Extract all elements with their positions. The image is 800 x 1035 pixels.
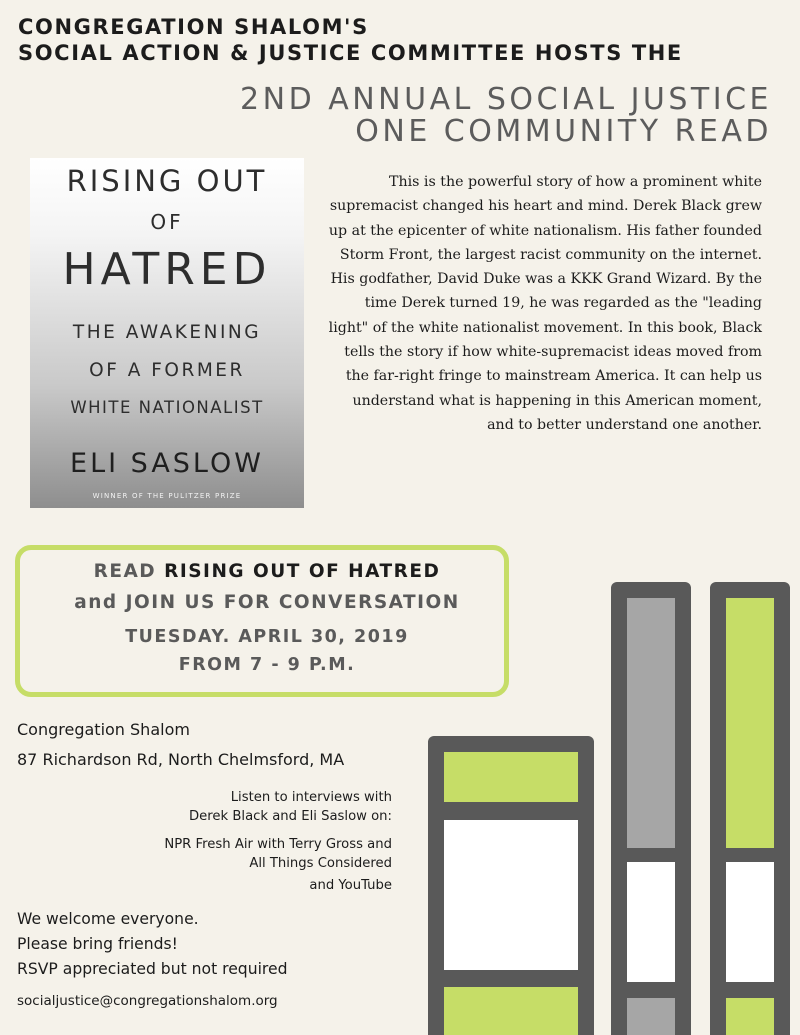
book-spine-middle-band-bottom	[627, 998, 675, 1035]
book-description: This is the powerful story of how a prominent white supremacist changed his heart and mind. Derek Black grew up at the epicenter of white nationalism. His father founded Storm Front, the largest racist community on the internet. His godfather, David Duke was a KKK Grand Wizard. By the time Derek turned 19, he was regarded as the "leading light" of the white nationalist movement. In this book, Black tells the story if how white-supremacist ideas moved from the far-right fringe to mainstream America. It can help us understand what is happening in this American moment, and to better understand one another.	[328, 174, 762, 433]
event-time: FROM 7 - 9 P.M.	[178, 655, 356, 675]
listen-line-2: Derek Black and Eli Saslow on:	[189, 809, 392, 824]
book-spine-middle-label	[627, 862, 675, 982]
welcome-line-3: RSVP appreciated but not required	[17, 960, 288, 978]
cover-subtitle-3: WHITE NATIONALIST	[70, 398, 264, 417]
cover-subtitle-1: THE AWAKENING	[72, 322, 262, 343]
welcome-line-1: We welcome everyone.	[17, 910, 199, 928]
header-line-2: SOCIAL ACTION & JUSTICE COMMITTEE HOSTS THE	[18, 41, 683, 65]
header-line-1: CONGREGATION SHALOM'S	[18, 15, 369, 39]
book-spine-right-band-top	[726, 598, 774, 848]
venue-address: 87 Richardson Rd, North Chelmsford, MA	[17, 750, 345, 769]
cover-title-1: RISING OUT	[66, 164, 268, 198]
cover-author: ELI SASLOW	[70, 448, 264, 479]
listen-line-3: NPR Fresh Air with Terry Gross and	[164, 837, 392, 852]
listen-line-5: and YouTube	[309, 878, 392, 893]
book-spine-left-band-top	[444, 752, 578, 802]
listen-line-1: Listen to interviews with	[230, 790, 392, 805]
cover-title-3: HATRED	[62, 244, 272, 295]
cover-subtitle-2: OF A FORMER	[89, 360, 245, 381]
cover-title-2: OF	[150, 210, 184, 234]
welcome-line-2: Please bring friends!	[17, 935, 178, 953]
book-spine-right-band-bottom	[726, 998, 774, 1035]
book-spine-left-label	[444, 820, 578, 970]
event-join-line: and JOIN US FOR CONVERSATION	[74, 592, 460, 613]
title-line-1: 2ND ANNUAL SOCIAL JUSTICE	[240, 82, 772, 117]
title-line-2: ONE COMMUNITY READ	[355, 114, 772, 149]
listen-line-4: All Things Considered	[249, 856, 392, 871]
cover-award: WINNER OF THE PULITZER PRIZE	[92, 492, 242, 500]
book-spine-right-label	[726, 862, 774, 982]
contact-email: socialjustice@congregationshalom.org	[17, 993, 278, 1009]
event-book-title: RISING OUT OF HATRED	[164, 561, 441, 582]
event-read-word: READ	[93, 561, 157, 582]
book-spine-middle-band-top	[627, 598, 675, 848]
venue-name: Congregation Shalom	[17, 720, 190, 739]
event-date: TUESDAY. APRIL 30, 2019	[125, 627, 409, 647]
book-spine-left-band-bottom	[444, 987, 578, 1035]
